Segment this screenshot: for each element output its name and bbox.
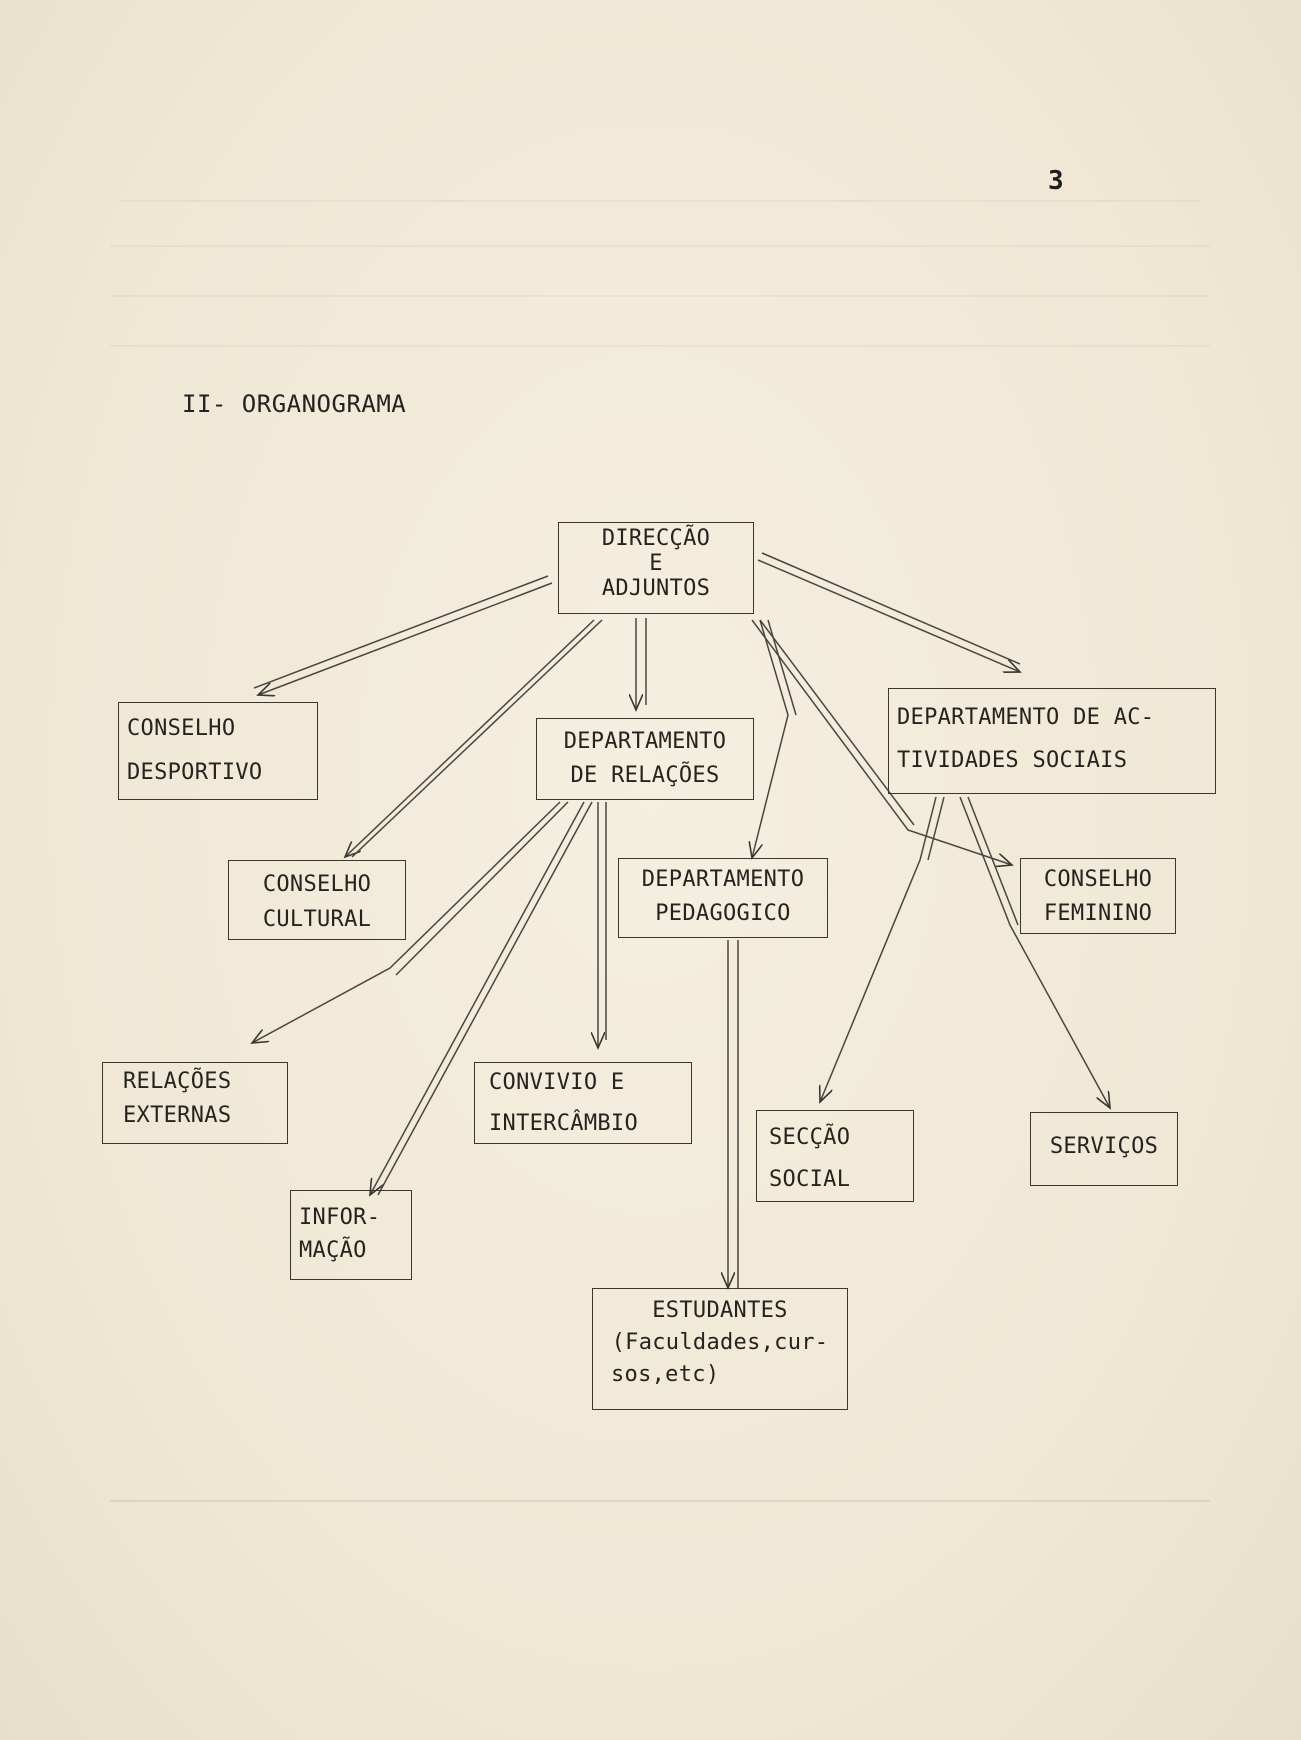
node-seccao-social bbox=[756, 1110, 914, 1202]
node-conselho-cultural bbox=[228, 860, 406, 940]
node-conselho-desportivo bbox=[118, 702, 318, 800]
node-line: CULTURAL bbox=[262, 907, 372, 933]
node-line: SECÇÃO bbox=[769, 1125, 851, 1150]
node-line: INFOR- bbox=[299, 1205, 381, 1230]
arrow-actividades-servicos bbox=[960, 797, 1110, 1108]
node-line: DE RELAÇÕES bbox=[570, 763, 720, 789]
node-convivio-e-intercambio bbox=[474, 1062, 692, 1144]
node-relacoes-externas bbox=[102, 1062, 288, 1144]
node-line: SERVIÇOS bbox=[1049, 1134, 1159, 1159]
node-line: DIRECÇÃO bbox=[601, 526, 711, 551]
node-informacao bbox=[290, 1190, 412, 1280]
node-line: RELAÇÕES bbox=[123, 1069, 232, 1094]
node-line: CONSELHO bbox=[262, 872, 372, 897]
node-line: TIVIDADES SOCIAIS bbox=[897, 747, 1128, 773]
node-line: SOCIAL bbox=[769, 1166, 851, 1192]
node-line: CONVIVIO E bbox=[489, 1070, 625, 1095]
node-line: CONSELHO bbox=[127, 716, 236, 741]
arrow-direccao-pedagogico bbox=[752, 620, 788, 858]
node-departamento-relacoes bbox=[536, 718, 754, 800]
node-departamento-actividades-sociais bbox=[888, 688, 1216, 794]
section-title: II- ORGANOGRAMA bbox=[182, 390, 407, 418]
node-line: DEPARTAMENTO DE AC- bbox=[897, 705, 1155, 730]
node-line: ESTUDANTES bbox=[652, 1298, 788, 1323]
node-line: sos,etc) bbox=[611, 1361, 720, 1387]
node-line: (Faculdades,cur- bbox=[611, 1329, 829, 1355]
node-estudantes bbox=[592, 1288, 848, 1410]
node-departamento-pedagogico bbox=[618, 858, 828, 938]
node-line: E bbox=[649, 550, 663, 576]
node-line: INTERCÂMBIO bbox=[489, 1110, 638, 1136]
node-line: CONSELHO bbox=[1043, 867, 1153, 892]
node-line: EXTERNAS bbox=[123, 1103, 232, 1129]
node-conselho-feminino bbox=[1020, 858, 1176, 934]
page-number: 3 bbox=[1048, 166, 1064, 196]
node-line: DEPARTAMENTO bbox=[641, 867, 805, 892]
node-line: ADJUNTOS bbox=[601, 575, 711, 601]
arrow-actividades-seccao bbox=[820, 797, 936, 1102]
node-direccao-e-adjuntos bbox=[558, 522, 754, 614]
arrow-direccao-desportivo bbox=[258, 583, 552, 695]
node-line: PEDAGOGICO bbox=[655, 901, 791, 927]
node-line: DESPORTIVO bbox=[127, 760, 263, 785]
node-line: FEMININO bbox=[1043, 901, 1153, 927]
node-line: DEPARTAMENTO bbox=[563, 729, 727, 754]
node-servicos bbox=[1030, 1112, 1178, 1186]
node-line: MAÇÃO bbox=[299, 1238, 367, 1263]
arrow-direccao-actividades bbox=[758, 560, 1020, 672]
